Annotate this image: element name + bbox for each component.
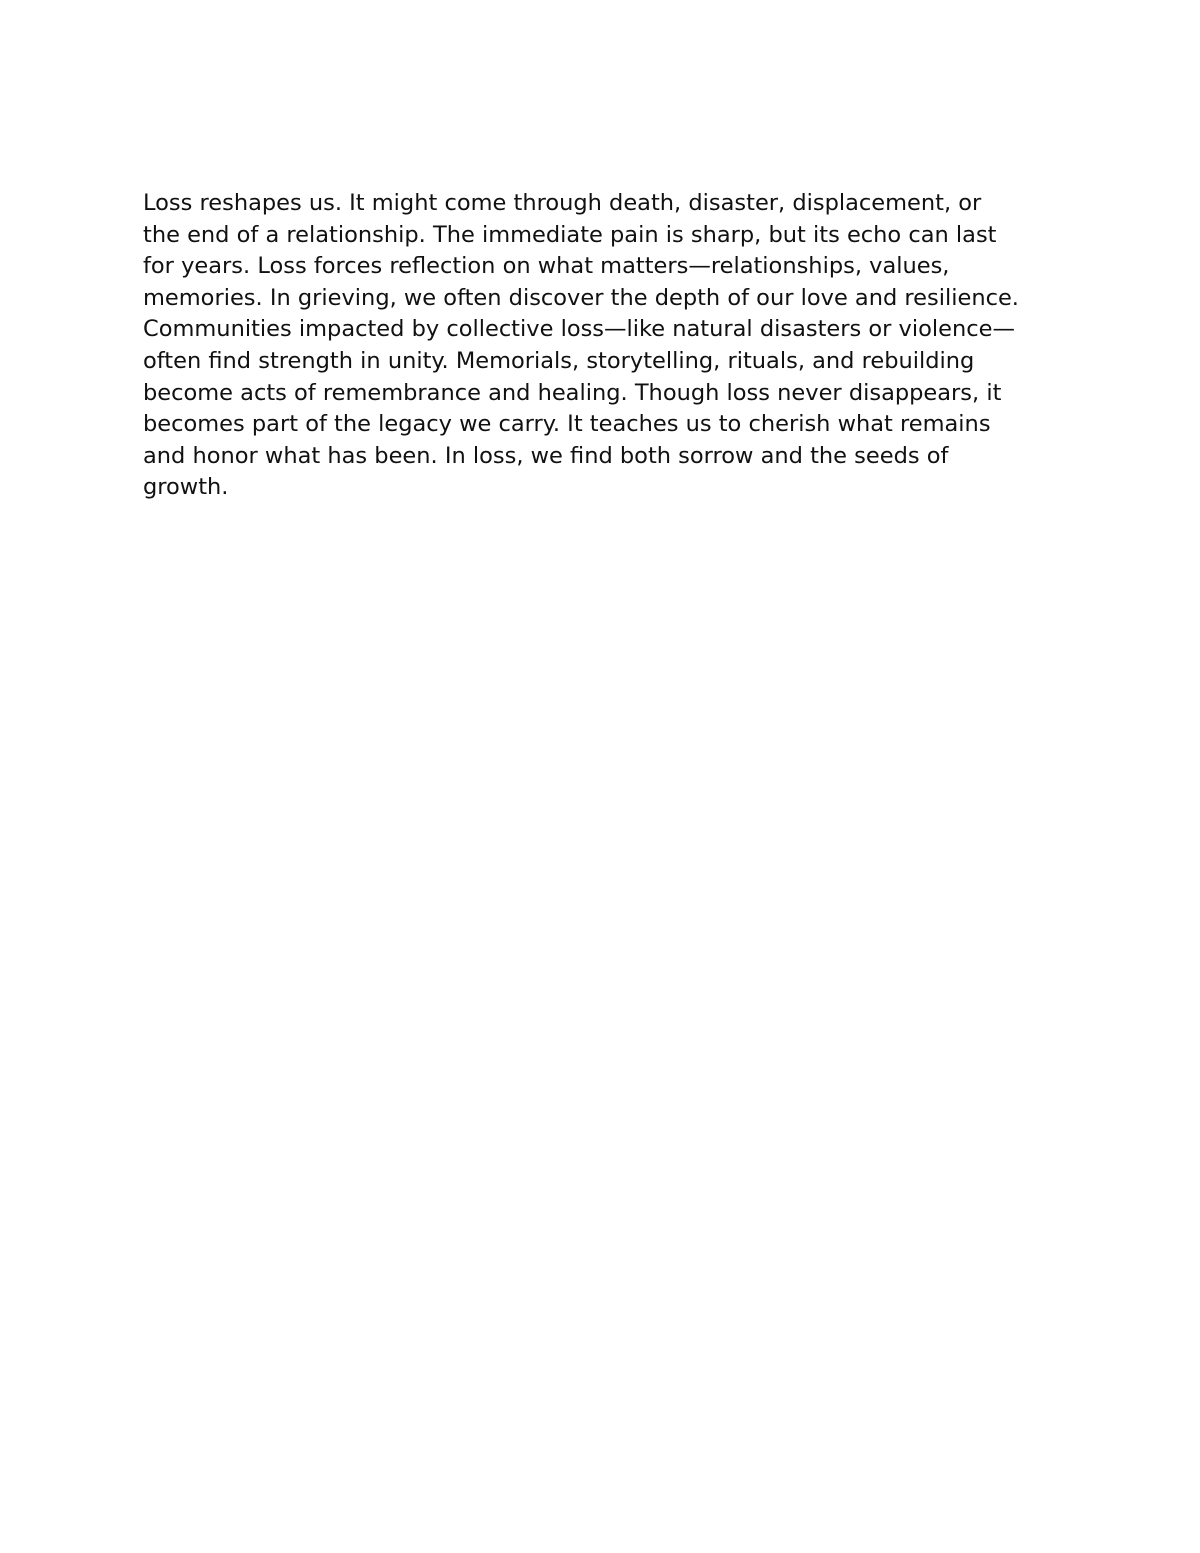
paragraph-line: memories. In grieving, we often discover the depth of our love and resilience. xyxy=(143,284,1019,311)
paragraph-line: becomes part of the legacy we carry. It teaches us to cherish what remains xyxy=(143,411,991,438)
paragraph-line: growth. xyxy=(143,474,229,501)
paragraph-line: the end of a relationship. The immediate pain is sharp, but its echo can last xyxy=(143,221,997,248)
paragraph-line: for years. Loss forces reflection on what matters—relationships, values, xyxy=(143,253,950,280)
paragraph-line: become acts of remembrance and healing. Though loss never disappears, it xyxy=(143,379,1002,406)
body-paragraph xyxy=(143,188,1083,504)
paragraph-line: often find strength in unity. Memorials, storytelling, rituals, and rebuilding xyxy=(143,347,975,374)
paragraph-line: Loss reshapes us. It might come through death, disaster, displacement, or xyxy=(143,190,982,216)
paragraph-line: Communities impacted by collective loss—like natural disasters or violence— xyxy=(143,316,1015,343)
paragraph-line: and honor what has been. In loss, we find both sorrow and the seeds of xyxy=(143,442,949,469)
